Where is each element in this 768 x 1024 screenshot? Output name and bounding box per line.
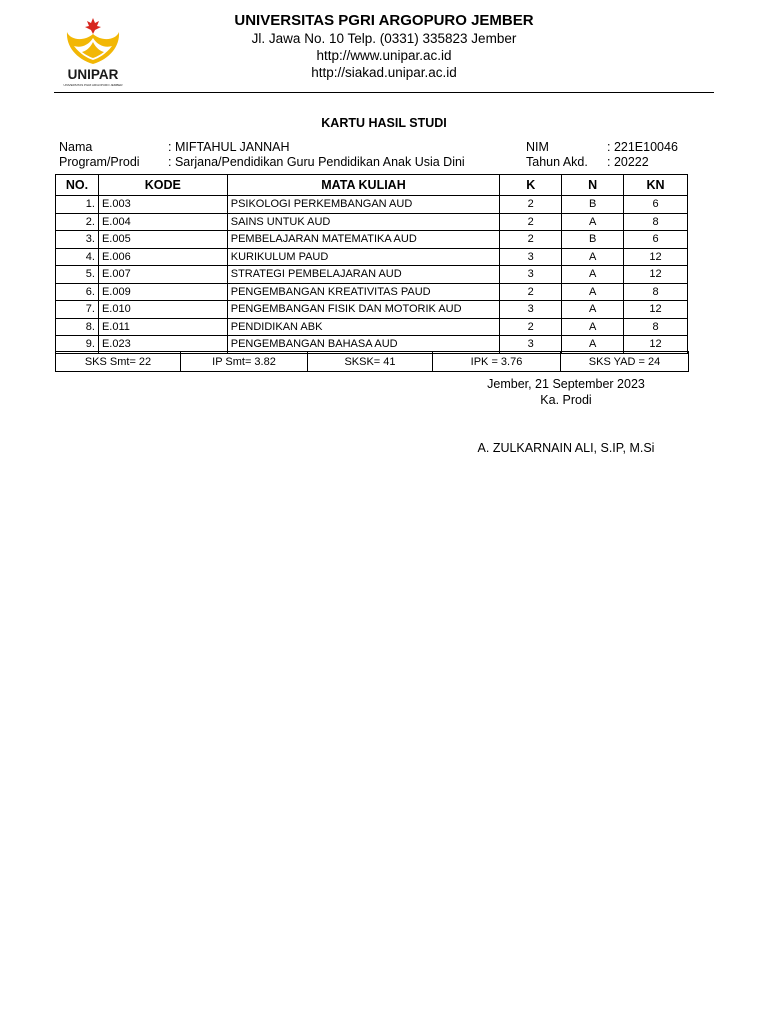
cell-mata-kuliah: PENGEMBANGAN FISIK DAN MOTORIK AUD — [227, 301, 500, 319]
prodi-label: Program/Prodi — [59, 155, 140, 169]
sks-smt: SKS Smt= 22 — [56, 352, 181, 372]
logo-subtext: UNIVERSITAS PGRI ARGOPURO JEMBER — [63, 83, 123, 87]
cell-n: A — [562, 248, 624, 266]
cell-mata-kuliah: PSIKOLOGI PERKEMBANGAN AUD — [227, 196, 500, 214]
cell-k: 3 — [500, 336, 562, 354]
grades-table — [55, 174, 688, 354]
ipk: IPK = 3.76 — [433, 352, 561, 372]
summary-row — [56, 352, 689, 372]
cell-kode: E.011 — [98, 318, 227, 336]
cell-n: A — [562, 336, 624, 354]
cell-mata-kuliah: KURIKULUM PAUD — [227, 248, 500, 266]
prodi-value: : Sarjana/Pendidikan Guru Pendidikan Anak Usia Dini — [168, 155, 465, 169]
cell-kn: 6 — [624, 231, 688, 249]
cell-no: 6. — [56, 283, 99, 301]
cell-n: A — [562, 283, 624, 301]
cell-n: A — [562, 213, 624, 231]
cell-kode: E.003 — [98, 196, 227, 214]
grades-header-row — [56, 175, 688, 196]
header-kn: KN — [624, 175, 688, 196]
header-k: K — [500, 175, 562, 196]
signature-role: Ka. Prodi — [540, 393, 592, 407]
table-row — [56, 318, 688, 336]
nama-label: Nama — [59, 140, 93, 154]
cell-k: 3 — [500, 301, 562, 319]
sks-yad: SKS YAD = 24 — [561, 352, 689, 372]
nama-value: : MIFTAHUL JANNAH — [168, 140, 290, 154]
university-address: Jl. Jawa No. 10 Telp. (0331) 335823 Jember — [251, 31, 517, 46]
header-mata-kuliah: MATA KULIAH — [227, 175, 500, 196]
header-divider — [54, 92, 714, 93]
cell-kn: 12 — [624, 266, 688, 284]
cell-kode: E.004 — [98, 213, 227, 231]
cell-k: 3 — [500, 266, 562, 284]
table-row — [56, 248, 688, 266]
cell-n: B — [562, 231, 624, 249]
cell-n: A — [562, 266, 624, 284]
university-name: UNIVERSITAS PGRI ARGOPURO JEMBER — [234, 12, 534, 29]
cell-kn: 12 — [624, 248, 688, 266]
document-title: KARTU HASIL STUDI — [321, 116, 447, 130]
nim-label: NIM — [526, 140, 549, 154]
ip-smt: IP Smt= 3.82 — [181, 352, 308, 372]
cell-kode: E.007 — [98, 266, 227, 284]
sksk: SKSK= 41 — [308, 352, 433, 372]
cell-no: 4. — [56, 248, 99, 266]
cell-mata-kuliah: PENDIDIKAN ABK — [227, 318, 500, 336]
tahun-value: : 20222 — [607, 155, 649, 169]
table-row — [56, 231, 688, 249]
cell-k: 3 — [500, 248, 562, 266]
table-row — [56, 196, 688, 214]
cell-k: 2 — [500, 196, 562, 214]
cell-kn: 12 — [624, 301, 688, 319]
cell-kn: 8 — [624, 283, 688, 301]
cell-no: 5. — [56, 266, 99, 284]
cell-no: 7. — [56, 301, 99, 319]
cell-n: A — [562, 318, 624, 336]
cell-kn: 8 — [624, 318, 688, 336]
header-no: NO. — [56, 175, 99, 196]
table-row — [56, 283, 688, 301]
cell-k: 2 — [500, 318, 562, 336]
cell-n: B — [562, 196, 624, 214]
summary-table — [55, 351, 689, 372]
cell-kn: 12 — [624, 336, 688, 354]
header-kode: KODE — [98, 175, 227, 196]
cell-mata-kuliah: STRATEGI PEMBELAJARAN AUD — [227, 266, 500, 284]
cell-kode: E.010 — [98, 301, 227, 319]
header-n: N — [562, 175, 624, 196]
cell-kode: E.023 — [98, 336, 227, 354]
cell-n: A — [562, 301, 624, 319]
university-website: http://www.unipar.ac.id — [316, 48, 452, 63]
cell-kn: 6 — [624, 196, 688, 214]
cell-no: 2. — [56, 213, 99, 231]
cell-k: 2 — [500, 213, 562, 231]
cell-mata-kuliah: PENGEMBANGAN BAHASA AUD — [227, 336, 500, 354]
cell-kode: E.009 — [98, 283, 227, 301]
logo-wordmark: UNIPAR — [67, 67, 119, 82]
cell-no: 3. — [56, 231, 99, 249]
cell-mata-kuliah: PENGEMBANGAN KREATIVITAS PAUD — [227, 283, 500, 301]
tahun-label: Tahun Akd. — [526, 155, 588, 169]
signature-place-date: Jember, 21 September 2023 — [487, 377, 645, 391]
siakad-website: http://siakad.unipar.ac.id — [311, 65, 457, 80]
table-row — [56, 266, 688, 284]
signature-name: A. ZULKARNAIN ALI, S.IP, M.Si — [477, 441, 655, 455]
nim-value: : 221E10046 — [607, 140, 678, 154]
cell-k: 2 — [500, 231, 562, 249]
cell-kode: E.006 — [98, 248, 227, 266]
cell-no: 8. — [56, 318, 99, 336]
cell-mata-kuliah: SAINS UNTUK AUD — [227, 213, 500, 231]
cell-mata-kuliah: PEMBELAJARAN MATEMATIKA AUD — [227, 231, 500, 249]
table-row — [56, 213, 688, 231]
table-row — [56, 301, 688, 319]
cell-kn: 8 — [624, 213, 688, 231]
cell-k: 2 — [500, 283, 562, 301]
cell-no: 1. — [56, 196, 99, 214]
cell-kode: E.005 — [98, 231, 227, 249]
cell-no: 9. — [56, 336, 99, 354]
